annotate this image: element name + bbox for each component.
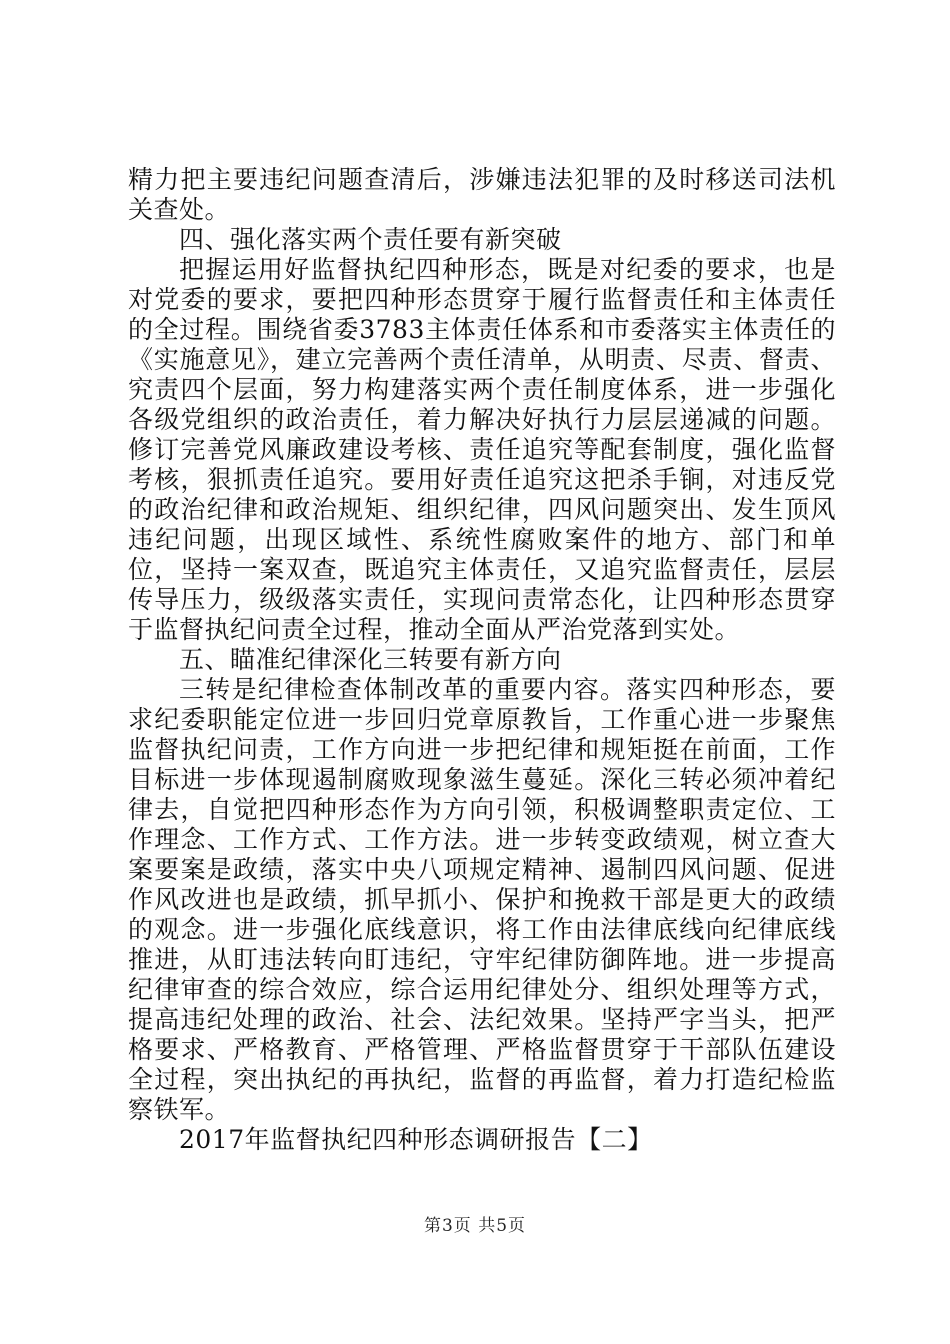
paragraph-two-responsibilities: 把握运用好监督执纪四种形态，既是对纪委的要求，也是对党委的要求，要把四种形态贯穿于履行监督责任和主体责任的全过程。围绕省委3783主体责任体系和市委落实主体责任的《实施意见》，建立完善两个责任清单，从明责、尽责、督责、究责四个层面，努力构建落实两个责任制度体系，进一步强化各级党组织的政治责任，着力解决好执行力层层递减的问题。修订完善党风廉政建设考核、责任追究等配套制度，强化监督考核，狠抓责任追究。要用好责任追究这把杀手锏，对违反党的政治纪律和政治规矩、组织纪律，四风问题突出、发生顶风违纪问题，出现区域性、系统性腐败案件的地方、部门和单位，坚持一案双查，既追究主体责任，又追究监督责任，层层传导压力，级级落实责任，实现问责常态化，让四种形态贯穿于监督执纪问责全过程，推动全面从严治党落到实处。 [128, 255, 836, 644]
report-title-part-two: 2017年监督执纪四种形态调研报告【二】 [179, 1125, 653, 1154]
paragraph-continuation: 精力把主要违纪问题查清后，涉嫌违法犯罪的及时移送司法机关查处。 [128, 165, 836, 224]
paragraph-three-transformations: 三转是纪律检查体制改革的重要内容。落实四种形态，要求纪委职能定位进一步回归党章原教旨，工作重心进一步聚焦监督执纪问责，工作方向进一步把纪律和规矩挺在前面，工作目标进一步体现遏制腐败现象滋生蔓延。深化三转必须冲着纪律去，自觉把四种形态作为方向引领，积极调整职责定位、工作理念、工作方式、工作方法。进一步转变政绩观，树立查大案要案是政绩，落实中央八项规定精神、遏制四风问题、促进作风改进也是政绩，抓早抓小、保护和挽救干部是更大的政绩的观念。进一步强化底线意识，将工作由法律底线向纪律底线推进，从盯违法转向盯违纪，守牢纪律防御阵地。进一步提高纪律审查的综合效应，综合运用纪律处分、组织处理等方式，提高违纪处理的政治、社会、法纪效果。坚持严字当头，把严格要求、严格教育、严格管理、严格监督贯穿于干部队伍建设全过程，突出执纪的再执纪，监督的再监督，着力打造纪检监察铁军。 [128, 675, 836, 1124]
section-heading-5: 五、瞄准纪律深化三转要有新方向 [179, 645, 562, 674]
page-footer: 第3页 共5页 [423, 1216, 527, 1236]
document-body [128, 165, 836, 1155]
section-heading-4: 四、强化落实两个责任要有新突破 [179, 225, 562, 254]
